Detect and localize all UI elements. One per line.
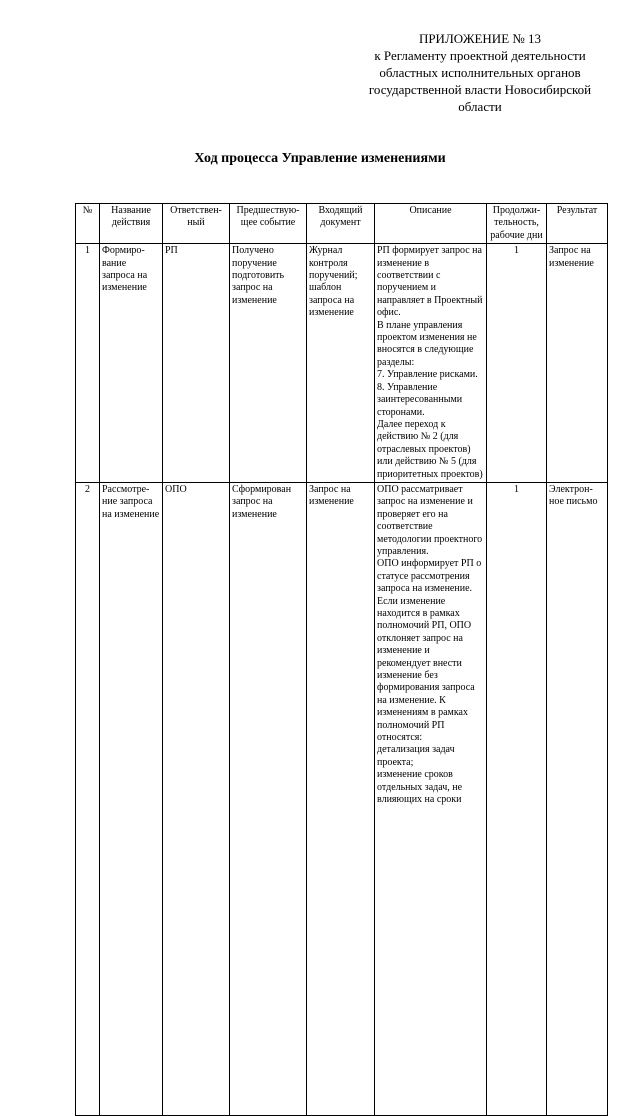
description-paragraph: 7. Управление рисками. bbox=[377, 369, 478, 381]
row-input-document: Журнал контроля поручений; шаблон запроса на изменение bbox=[307, 244, 375, 483]
row-description bbox=[375, 244, 487, 483]
row-action: Рассмотре-ние запроса на изменение bbox=[100, 482, 163, 1115]
header-duration: Продолжи-тельность, рабочие дни bbox=[487, 204, 547, 244]
row-preceding-event: Сформирован запрос на изменение bbox=[230, 482, 307, 1115]
description-paragraph: ОПО рассматривает запрос на изменение и проверяет его на соответствие методологии проектного управления. bbox=[377, 483, 483, 557]
appendix-line: государственной власти Новосибирской bbox=[368, 82, 592, 97]
header-result: Результат bbox=[547, 204, 608, 244]
document-title: Ход процесса Управление изменениями bbox=[194, 151, 446, 166]
row-description bbox=[375, 482, 487, 1115]
appendix-line: к Регламенту проектной деятельности bbox=[374, 48, 586, 63]
description-paragraph: Если изменение находится в рамках полномочий РП, ОПО отклоняет запрос на изменение и рекомендует внести изменение без формирования запроса на изменение. К изменениям в рамках полномочий РП относятся: bbox=[377, 595, 475, 744]
row-duration: 1 bbox=[487, 244, 547, 483]
appendix-line: областных исполнительных органов bbox=[379, 65, 581, 80]
description-paragraph: ОПО информирует РП о статусе рассмотрения запроса на изменение. bbox=[377, 558, 482, 595]
table-header-row bbox=[76, 204, 608, 244]
row-result: Запрос на изменение bbox=[547, 244, 608, 483]
header-description: Описание bbox=[375, 204, 487, 244]
description-paragraph: детализация задач проекта; bbox=[377, 744, 455, 768]
row-responsible: РП bbox=[163, 244, 230, 483]
table-row bbox=[76, 482, 608, 1115]
row-input-document: Запрос на изменение bbox=[307, 482, 375, 1115]
row-preceding-event: Получено поручение подготовить запрос на изменение bbox=[230, 244, 307, 483]
row-num: 1 bbox=[76, 244, 100, 483]
description-cell-content bbox=[377, 484, 484, 1114]
appendix-header bbox=[330, 30, 630, 115]
header-responsible: Ответствен-ный bbox=[163, 204, 230, 244]
row-action: Формиро-вание запроса на изменение bbox=[100, 244, 163, 483]
description-paragraph: РП формирует запрос на изменение в соответствии с поручением и направляет в Проектный офис. bbox=[377, 245, 483, 319]
row-duration: 1 bbox=[487, 482, 547, 1115]
row-responsible: ОПО bbox=[163, 482, 230, 1115]
row-result: Электрон-ное письмо bbox=[547, 482, 608, 1115]
header-preceding-event: Предшествую-щее событие bbox=[230, 204, 307, 244]
description-paragraph: Далее переход к действию № 2 (для отраслевых проектов) или действию № 5 (для приоритетных проектов) bbox=[377, 418, 483, 480]
header-action: Название действия bbox=[100, 204, 163, 244]
table-row bbox=[76, 244, 608, 483]
appendix-line: области bbox=[458, 99, 502, 114]
appendix-line: ПРИЛОЖЕНИЕ № 13 bbox=[418, 31, 542, 46]
description-paragraph: изменение сроков отдельных задач, не влияющих на сроки bbox=[377, 769, 463, 806]
header-input-document: Входящий документ bbox=[307, 204, 375, 244]
row-num: 2 bbox=[76, 482, 100, 1115]
description-paragraph: 8. Управление заинтересованными сторонами. bbox=[377, 381, 463, 418]
description-paragraph: В плане управления проектом изменения не вносятся в следующие разделы: bbox=[377, 319, 477, 368]
process-table bbox=[75, 203, 608, 1116]
header-num: № bbox=[76, 204, 100, 244]
